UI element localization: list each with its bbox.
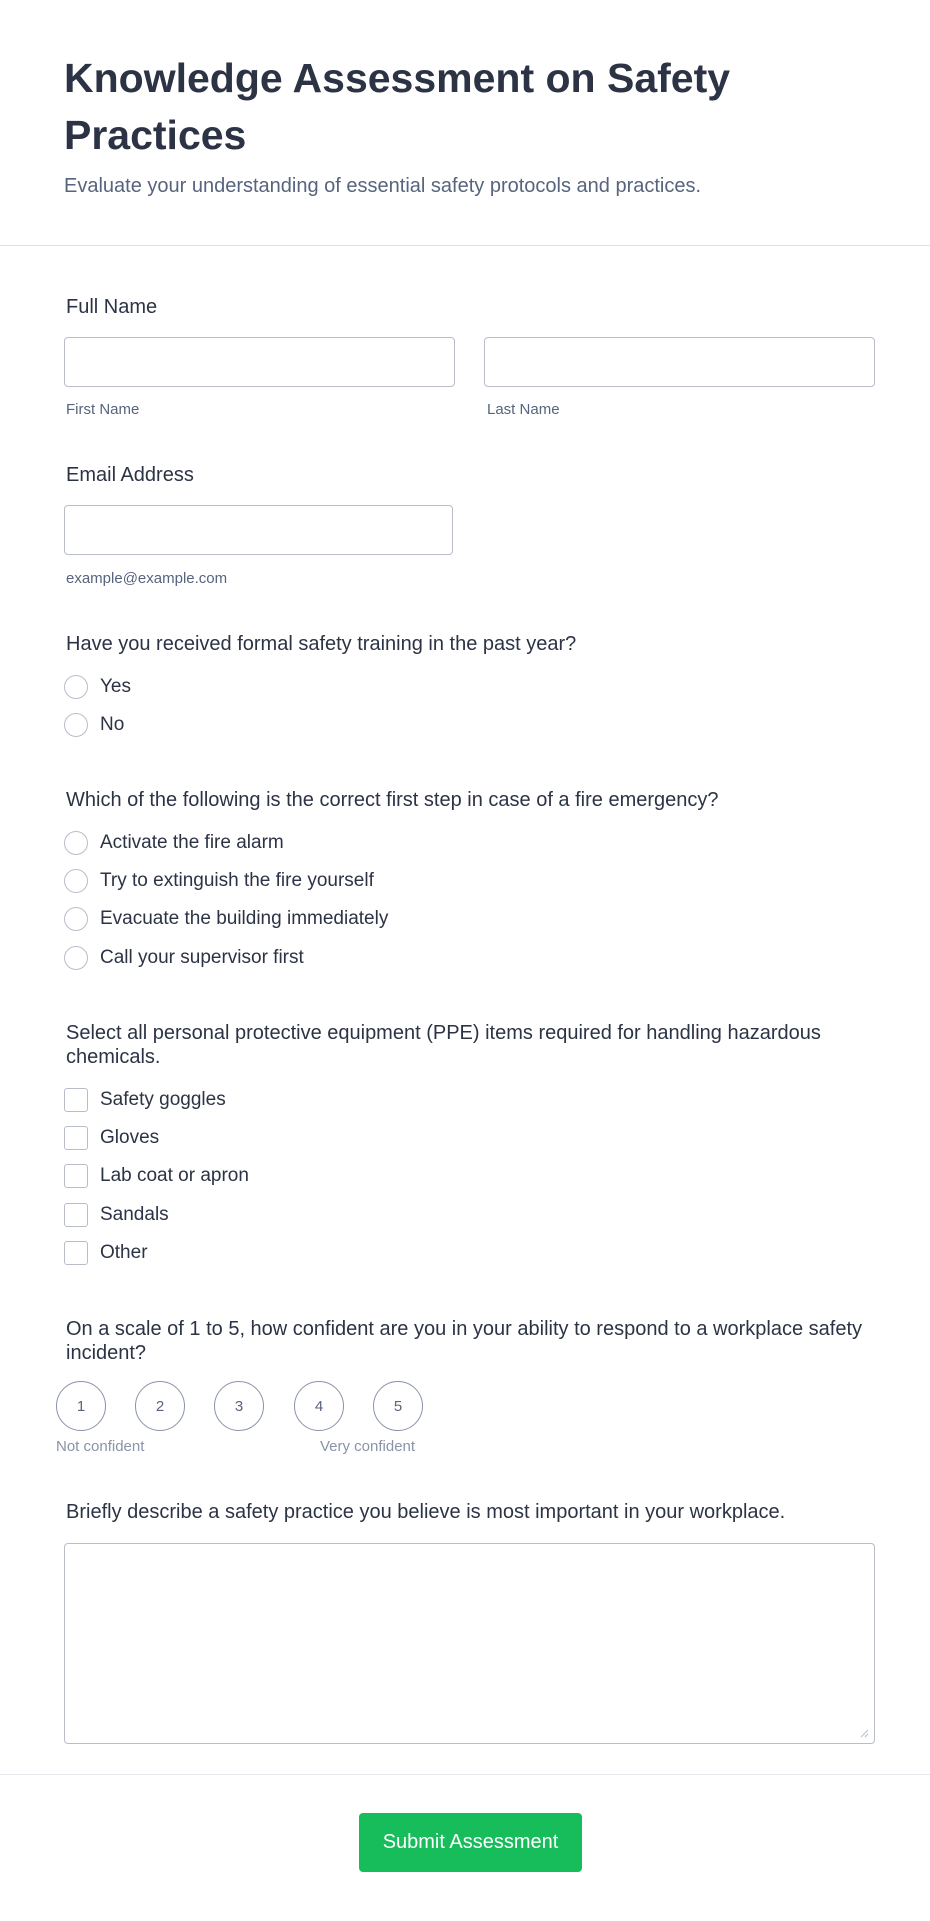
email-input[interactable]	[64, 505, 453, 555]
option-label: Try to extinguish the fire yourself	[100, 870, 374, 891]
option-label: Call your supervisor first	[100, 947, 304, 968]
scale-high-label: Very confident	[320, 1438, 416, 1455]
form-header	[0, 0, 930, 246]
first-name-sublabel: First Name	[66, 401, 140, 418]
option-label: Activate the fire alarm	[100, 832, 284, 853]
email-sublabel: example@example.com	[66, 570, 228, 587]
option-label: Other	[100, 1242, 148, 1263]
submit-button[interactable]: Submit Assessment	[359, 1813, 582, 1872]
fire-option-evacuate[interactable]	[64, 906, 388, 932]
email-label: Email Address	[66, 464, 194, 486]
footer-divider	[0, 1774, 930, 1775]
option-label: Lab coat or apron	[100, 1165, 249, 1186]
confidence-question: On a scale of 1 to 5, how confident are you in your ability to respond to a workplace safety incident?	[66, 1318, 863, 1364]
ppe-option-other[interactable]	[64, 1240, 148, 1266]
training-question: Have you received formal safety training in the past year?	[66, 633, 577, 655]
checkbox[interactable]	[64, 1164, 88, 1188]
option-label: Evacuate the building immediately	[100, 908, 389, 929]
scale-option-2[interactable]: 2	[135, 1381, 185, 1431]
option-label: No	[100, 714, 125, 735]
scale-option-3[interactable]: 3	[214, 1381, 264, 1431]
page-subtitle: Evaluate your understanding of essential safety protocols and practices.	[64, 175, 702, 197]
ppe-question: Select all personal protective equipment (PPE) items required for handling hazardous chemicals.	[66, 1022, 821, 1068]
ppe-option-gloves[interactable]	[64, 1125, 159, 1151]
ppe-option-lab-coat[interactable]	[64, 1163, 249, 1189]
radio-button[interactable]	[64, 907, 88, 931]
fire-option-alarm[interactable]	[64, 830, 284, 856]
last-name-sublabel: Last Name	[487, 401, 560, 418]
describe-question: Briefly describe a safety practice you believe is most important in your workplace.	[66, 1501, 786, 1523]
training-option-yes[interactable]	[64, 674, 131, 700]
checkbox[interactable]	[64, 1203, 88, 1227]
radio-button[interactable]	[64, 869, 88, 893]
scale-low-label: Not confident	[56, 1438, 145, 1455]
checkbox[interactable]	[64, 1088, 88, 1112]
full-name-label: Full Name	[66, 296, 158, 318]
option-label: Sandals	[100, 1204, 169, 1225]
radio-button[interactable]	[64, 675, 88, 699]
page-title: Knowledge Assessment on Safety Practices	[64, 55, 731, 158]
radio-button[interactable]	[64, 946, 88, 970]
checkbox[interactable]	[64, 1126, 88, 1150]
ppe-option-goggles[interactable]	[64, 1087, 226, 1113]
scale-option-5[interactable]: 5	[373, 1381, 423, 1431]
training-option-no[interactable]	[64, 712, 124, 738]
option-label: Gloves	[100, 1127, 160, 1148]
fire-question: Which of the following is the correct first step in case of a fire emergency?	[66, 789, 719, 811]
resize-grip-icon[interactable]	[859, 1728, 869, 1738]
radio-button[interactable]	[64, 831, 88, 855]
option-label: Yes	[100, 676, 131, 697]
option-label: Safety goggles	[100, 1089, 226, 1110]
checkbox[interactable]	[64, 1241, 88, 1265]
last-name-input[interactable]	[484, 337, 875, 387]
scale-option-1[interactable]: 1	[56, 1381, 106, 1431]
ppe-option-sandals[interactable]	[64, 1202, 169, 1228]
describe-textarea[interactable]	[64, 1543, 875, 1744]
radio-button[interactable]	[64, 713, 88, 737]
fire-option-extinguish[interactable]	[64, 868, 374, 894]
first-name-input[interactable]	[64, 337, 455, 387]
scale-option-4[interactable]: 4	[294, 1381, 344, 1431]
fire-option-supervisor[interactable]	[64, 945, 304, 971]
